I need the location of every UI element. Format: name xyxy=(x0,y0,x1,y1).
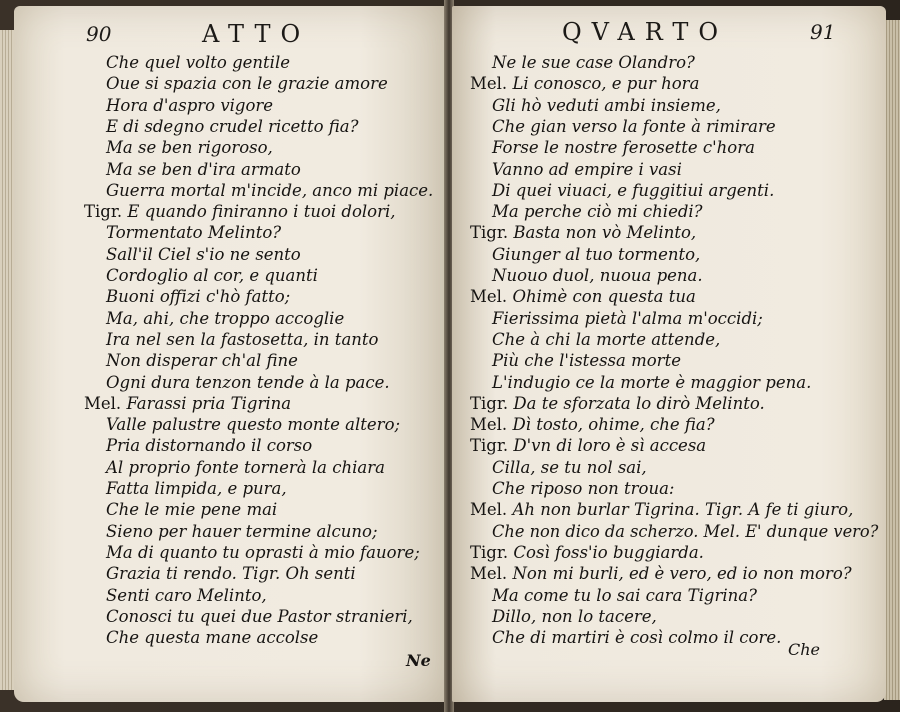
left-folio: 90 xyxy=(86,22,112,46)
verse-text: Ma come tu lo sai cara Tigrina? xyxy=(492,585,757,605)
left-page xyxy=(14,6,446,702)
verse-line xyxy=(470,393,765,415)
verse-line xyxy=(106,73,388,95)
verse-text: Giunger al tuo tormento, xyxy=(492,244,701,264)
verse-text: Che riposo non troua: xyxy=(492,479,675,498)
right-catchword: Che xyxy=(788,640,821,659)
verse-line xyxy=(106,627,318,649)
verse-line xyxy=(470,435,706,457)
verse-text: Ma di quanto tu oprasti à mio fauore; xyxy=(106,542,420,562)
verse-text: Conosci tu quei due Pastor stranieri, xyxy=(106,606,413,626)
verse-text: Cordoglio al cor, e quanti xyxy=(106,266,318,285)
verse-line xyxy=(106,265,318,287)
verse-text: Hora d'aspro vigore xyxy=(106,95,274,115)
verse-text: Valle palustre questo monte altero; xyxy=(106,415,401,435)
verse-line xyxy=(470,542,704,564)
verse-text: Che gian verso la fonte à rimirare xyxy=(492,116,776,136)
verse-line xyxy=(492,95,721,117)
verse-text: Ma perche ciò mi chiedi? xyxy=(492,202,703,222)
verse-line xyxy=(492,606,657,628)
verse-line xyxy=(492,350,681,372)
right-folio: 91 xyxy=(810,20,836,44)
verse-text: Più che l'istessa morte xyxy=(492,351,681,371)
verse-line xyxy=(106,180,433,202)
verse-text: Non mi burli, ed è vero, ed io non moro? xyxy=(512,564,852,584)
verse-line xyxy=(106,372,390,394)
verse-text: Forse le nostre ferosette c'hora xyxy=(492,138,755,158)
verse-line xyxy=(106,95,273,117)
verse-line xyxy=(84,201,396,223)
verse-line xyxy=(106,435,312,457)
verse-text: Oue si spazia con le grazie amore xyxy=(106,74,388,94)
verse-line xyxy=(492,478,674,500)
left-running-head: ATTO xyxy=(202,20,311,48)
verse-line xyxy=(492,244,700,266)
verse-line xyxy=(492,457,647,479)
verse-text: Che questa mane accolse xyxy=(106,628,319,648)
verse-line xyxy=(106,414,400,436)
verse-line xyxy=(470,286,696,308)
speaker-label: Tigr. xyxy=(470,542,514,562)
verse-line xyxy=(492,52,695,74)
verse-text: Da te sforzata lo dirò Melinto. xyxy=(513,393,765,413)
verse-line xyxy=(492,137,755,159)
verse-text: Al proprio fonte tornerà la chiara xyxy=(106,457,385,477)
verse-line xyxy=(492,159,682,181)
verse-line xyxy=(492,585,757,607)
speaker-label: Tigr. xyxy=(470,393,514,413)
verse-line xyxy=(106,52,290,74)
verse-line xyxy=(106,521,378,543)
verse-line xyxy=(492,521,878,543)
verse-text: Ohimè con questa tua xyxy=(512,287,696,307)
verse-text: Dì tosto, ohime, che fia? xyxy=(512,415,715,435)
verse-text: Guerra mortal m'incide, anco mi piace. xyxy=(106,180,434,200)
verse-line xyxy=(470,414,715,436)
right-page-edges xyxy=(884,20,900,700)
verse-line xyxy=(106,222,281,244)
verse-text: Pria distornando il corso xyxy=(106,436,313,456)
verse-text: Ma, ahi, che troppo accoglie xyxy=(106,308,345,328)
verse-line xyxy=(492,308,763,330)
right-running-head: QVARTO xyxy=(562,18,729,46)
speaker-label: Mel. xyxy=(470,287,513,307)
verse-text: Ne le sue case Olandro? xyxy=(492,53,695,72)
verse-text: Fierissima pietà l'alma m'occidi; xyxy=(492,308,763,328)
verse-text: Fatta limpida, e pura, xyxy=(106,479,287,498)
verse-line xyxy=(470,222,696,244)
left-catchword: Ne xyxy=(406,651,431,670)
verse-line xyxy=(470,499,853,521)
verse-text: Dillo, non lo tacere, xyxy=(492,606,657,626)
verse-line xyxy=(106,350,298,372)
speaker-label: Mel. xyxy=(470,500,513,520)
verse-line xyxy=(106,499,277,521)
verse-text: Li conosco, e pur hora xyxy=(512,74,700,94)
verse-line xyxy=(492,116,776,138)
verse-text: Ma se ben d'ira armato xyxy=(106,159,301,179)
verse-line xyxy=(492,180,774,202)
verse-text: Che non dico da scherzo. Mel. E' dunque vero? xyxy=(492,521,879,541)
speaker-label: Tigr. xyxy=(470,223,514,243)
verse-line xyxy=(492,372,811,394)
verse-text: Che à chi la morte attende, xyxy=(492,329,721,349)
verse-line xyxy=(84,393,291,415)
verse-text: Basta non vò Melinto, xyxy=(513,223,697,243)
verse-text: L'indugio ce la morte è maggior pena. xyxy=(492,372,812,392)
verse-text: Grazia ti rendo. Tigr. Oh senti xyxy=(106,564,356,584)
verse-text: E di sdegno crudel ricetto fia? xyxy=(106,116,359,136)
verse-text: Farassi pria Tigrina xyxy=(126,393,292,413)
verse-line xyxy=(106,542,420,564)
verse-line xyxy=(106,137,273,159)
verse-text: Così foss'io buggiarda. xyxy=(513,542,704,562)
speaker-label: Tigr. xyxy=(470,436,514,456)
verse-line xyxy=(106,478,287,500)
verse-text: Sall'il Ciel s'io ne sento xyxy=(106,244,301,264)
verse-text: Vanno ad empire i vasi xyxy=(492,159,682,179)
verse-text: Ma se ben rigoroso, xyxy=(106,138,273,158)
verse-line xyxy=(492,627,781,649)
verse-line xyxy=(106,457,385,479)
speaker-label: Mel. xyxy=(470,564,513,584)
speaker-label: Mel. xyxy=(470,415,513,435)
verse-text: Ah non burlar Tigrina. Tigr. A fe ti giuro, xyxy=(512,500,854,520)
right-page xyxy=(452,6,886,702)
verse-line xyxy=(492,329,720,351)
verse-line xyxy=(106,159,301,181)
verse-line xyxy=(106,308,344,330)
verse-text: D'vn di loro è sì accesa xyxy=(513,436,707,456)
verse-text: Senti caro Melinto, xyxy=(106,585,267,605)
verse-line xyxy=(470,563,852,585)
verse-text: Non disperar ch'al fine xyxy=(106,351,298,371)
verse-line xyxy=(106,606,413,628)
verse-text: Ira nel sen la fastosetta, in tanto xyxy=(106,329,379,349)
speaker-label: Tigr. xyxy=(84,202,128,222)
verse-text: Che quel volto gentile xyxy=(106,53,290,72)
verse-text: Che le mie pene mai xyxy=(106,500,278,520)
verse-line xyxy=(470,73,699,95)
verse-text: Cilla, se tu nol sai, xyxy=(492,457,647,477)
verse-text: Gli hò veduti ambi insieme, xyxy=(492,95,721,115)
verse-line xyxy=(106,329,378,351)
verse-line xyxy=(492,201,703,223)
verse-line xyxy=(106,563,356,585)
verse-text: Di quei viuaci, e fuggitiui argenti. xyxy=(492,180,775,200)
verse-text: Che di martiri è così colmo il core. xyxy=(492,628,782,648)
verse-line xyxy=(106,585,267,607)
speaker-label: Mel. xyxy=(470,74,513,94)
verse-line xyxy=(492,265,703,287)
verse-line xyxy=(106,244,301,266)
verse-line xyxy=(106,286,290,308)
speaker-label: Mel. xyxy=(84,393,127,413)
verse-text: Tormentato Melinto? xyxy=(106,223,282,243)
verse-text: Buoni offizi c'hò fatto; xyxy=(106,287,291,307)
verse-text: Ogni dura tenzon tende à la pace. xyxy=(106,372,390,392)
verse-text: Nuouo duol, nuoua pena. xyxy=(492,266,703,285)
verse-text: E quando finiranno i tuoi dolori, xyxy=(127,202,396,222)
verse-line xyxy=(106,116,358,138)
verse-text: Sieno per hauer termine alcuno; xyxy=(106,521,378,541)
